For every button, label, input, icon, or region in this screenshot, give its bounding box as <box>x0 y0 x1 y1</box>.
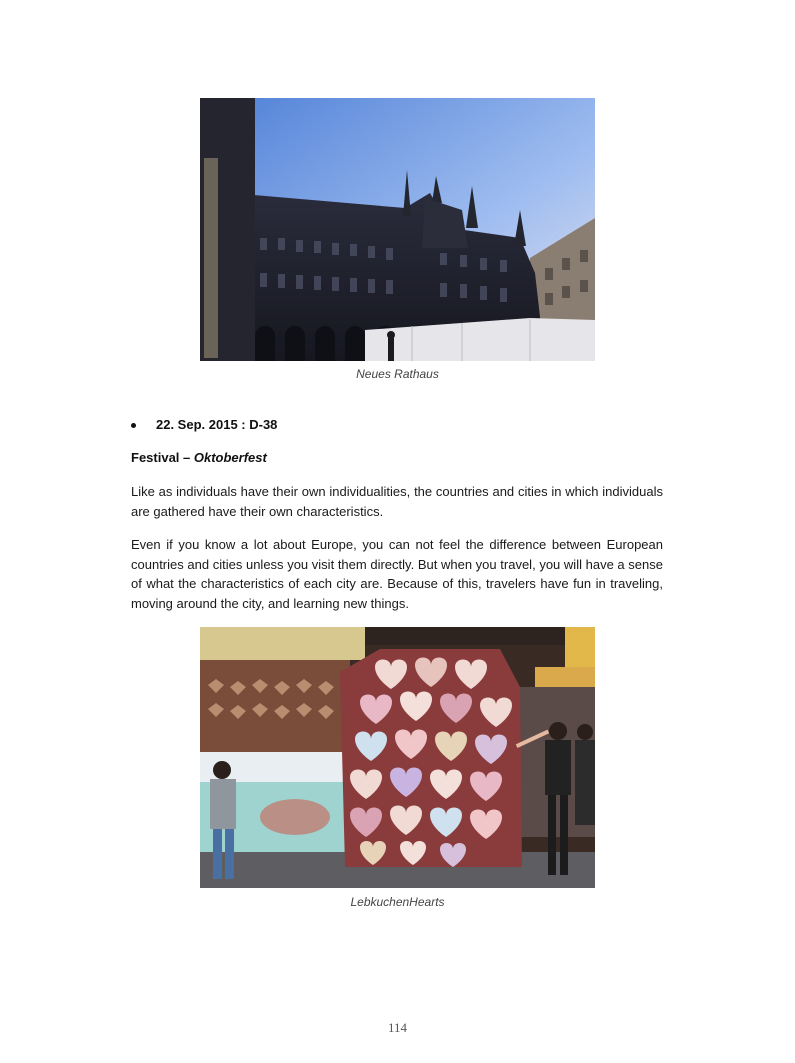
body-paragraph: Even if you know a lot about Europe, you can not feel the difference between European countries and cities unless you visit them directly. But when you travel, you will have a sense of what the characteristics of each city are. Because of this, travelers have fun in traveling, moving around the city, and learning new things. <box>131 537 663 611</box>
lebkuchen-hearts-photo <box>200 627 595 888</box>
heading-title: Oktoberfest <box>193 450 267 465</box>
bullet-icon <box>131 423 136 428</box>
figure-caption-2: LebkuchenHearts <box>350 895 445 909</box>
entry-date <box>131 417 277 432</box>
page-number: 114 <box>387 1020 408 1035</box>
entry-date-text: 22. Sep. 2015 : D-38 <box>156 417 278 432</box>
heading-prefix: Festival – <box>131 450 194 465</box>
section-heading <box>131 450 267 465</box>
neues-rathaus-photo <box>200 98 595 361</box>
body-paragraph: Like as individuals have their own individualities, the countries and cities in which individuals are gathered have their own characteristics. <box>131 484 663 519</box>
figure-caption-1: Neues Rathaus <box>356 367 439 381</box>
